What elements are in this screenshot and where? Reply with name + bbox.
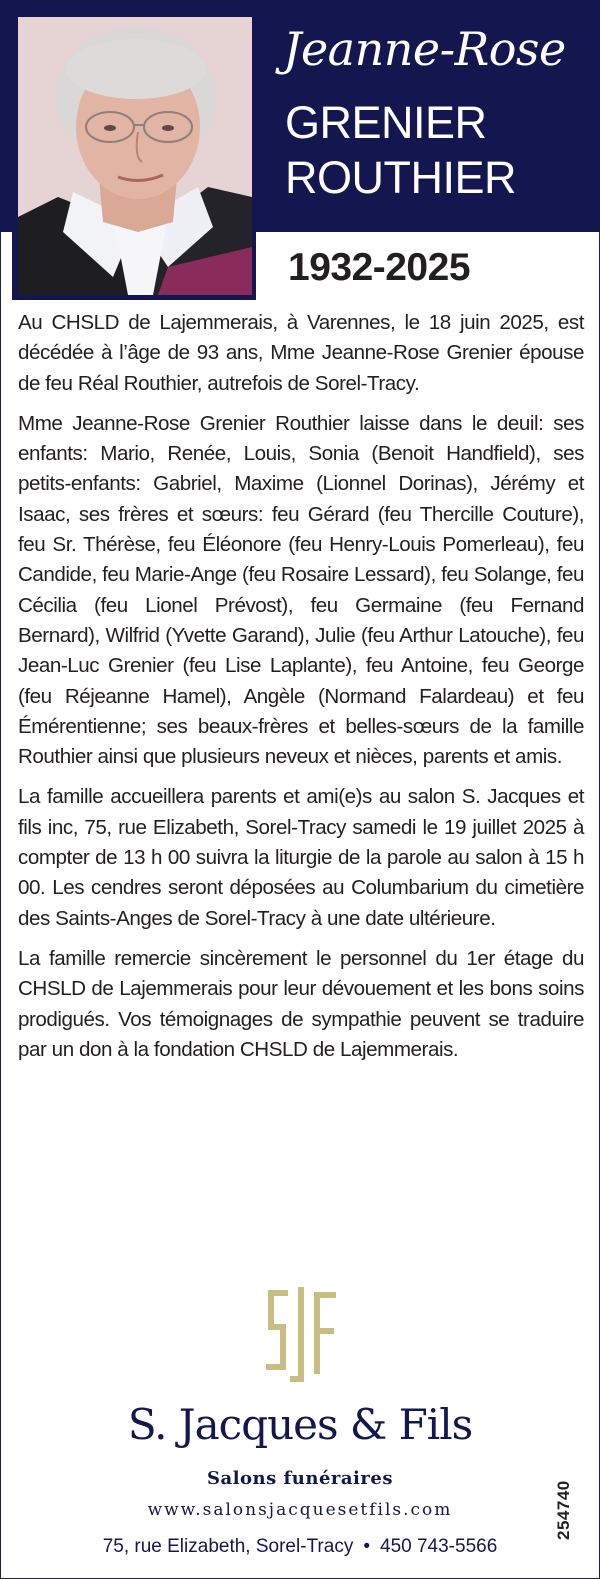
paragraph-visitation: La famille accueillera parents et ami(e)s au salon S. Jacques et fils inc, 75, rue Elizabeth, Sorel-Tracy samedi le 19 juillet 2025 à compter de 13 h 00 suivra la liturgie de la parole au salon à 15 h 00. Les cendres seront déposées au Columbarium du cimetière des Saints-Anges de Sorel-Tracy à une date ultérieure. <box>18 785 584 930</box>
paragraph-death-notice: Au CHSLD de Lajemmerais, à Varennes, le 18 juin 2025, est décédée à l’âge de 93 ans, Mme Jeanne-Rose Grenier épouse de feu Réal Routhier, autrefois de Sorel-Tracy. <box>18 311 584 395</box>
first-name: Jeanne-Rose <box>283 22 566 76</box>
paragraph-thanks: La famille remercie sincèrement le personnel du 1er étage du CHSLD de Lajemmerais pour leur dévouement et les bons soins prodigués. Vos témoignages de sympathie peuvent se traduire par un don à la fondation CHSLD de Lajemmerais. <box>18 946 584 1061</box>
portrait-photo <box>18 17 252 295</box>
funeral-home-phone[interactable]: 450 743-5566 <box>380 1536 498 1557</box>
paragraph-family: Mme Jeanne-Rose Grenier Routhier laisse dans le deuil: ses enfants: Mario, Renée, Louis, Sonia (Benoit Handfield), ses petits-enfants: Gabriel, Maxime (Lionnel Dorinas), Jérémy et Isaac, ses frères et sœurs: feu Gérard (feu Thercille Couture), feu Sr. Thérèse, feu Éléonore (feu Henry-Louis Pomerleau), feu Candide, feu Marie-Ange (feu Rosaire Lessard), feu Solange, feu Cécilia (feu Lionel Prévost), feu Germaine (feu Fernand Bernard), Wilfrid (Yvette Garand), Julie (feu Arthur Latouche), feu Jean-Luc Grenier (feu Lise Laplante), feu Antoine, feu George (feu Réjeanne Hamel), Angèle (Normand Falardeau) et feu Émérentienne; ses beaux-frères et belles-sœurs de la famille Routhier ainsi que plusieurs neveux et nièces, parents et amis. <box>18 411 584 769</box>
funeral-home-contact <box>40 1536 560 1558</box>
bullet-separator: • <box>363 1536 370 1557</box>
funeral-home-website[interactable]: www.salonsjacquesetfils.com <box>147 1500 453 1520</box>
funeral-home-address: 75, rue Elizabeth, Sorel-Tracy <box>102 1536 354 1557</box>
funeral-home-name: S. Jacques & Fils <box>127 1400 473 1449</box>
ad-reference-number: 254740 <box>554 1480 573 1540</box>
last-name-routhier: ROUTHIER <box>285 152 516 203</box>
life-years: 1932-2025 <box>288 246 471 289</box>
obituary-text <box>18 308 584 1075</box>
last-name-grenier: GRENIER <box>285 97 487 148</box>
funeral-home-subtitle: Salons funéraires <box>207 1468 393 1489</box>
sjf-monogram-logo <box>263 1287 339 1385</box>
